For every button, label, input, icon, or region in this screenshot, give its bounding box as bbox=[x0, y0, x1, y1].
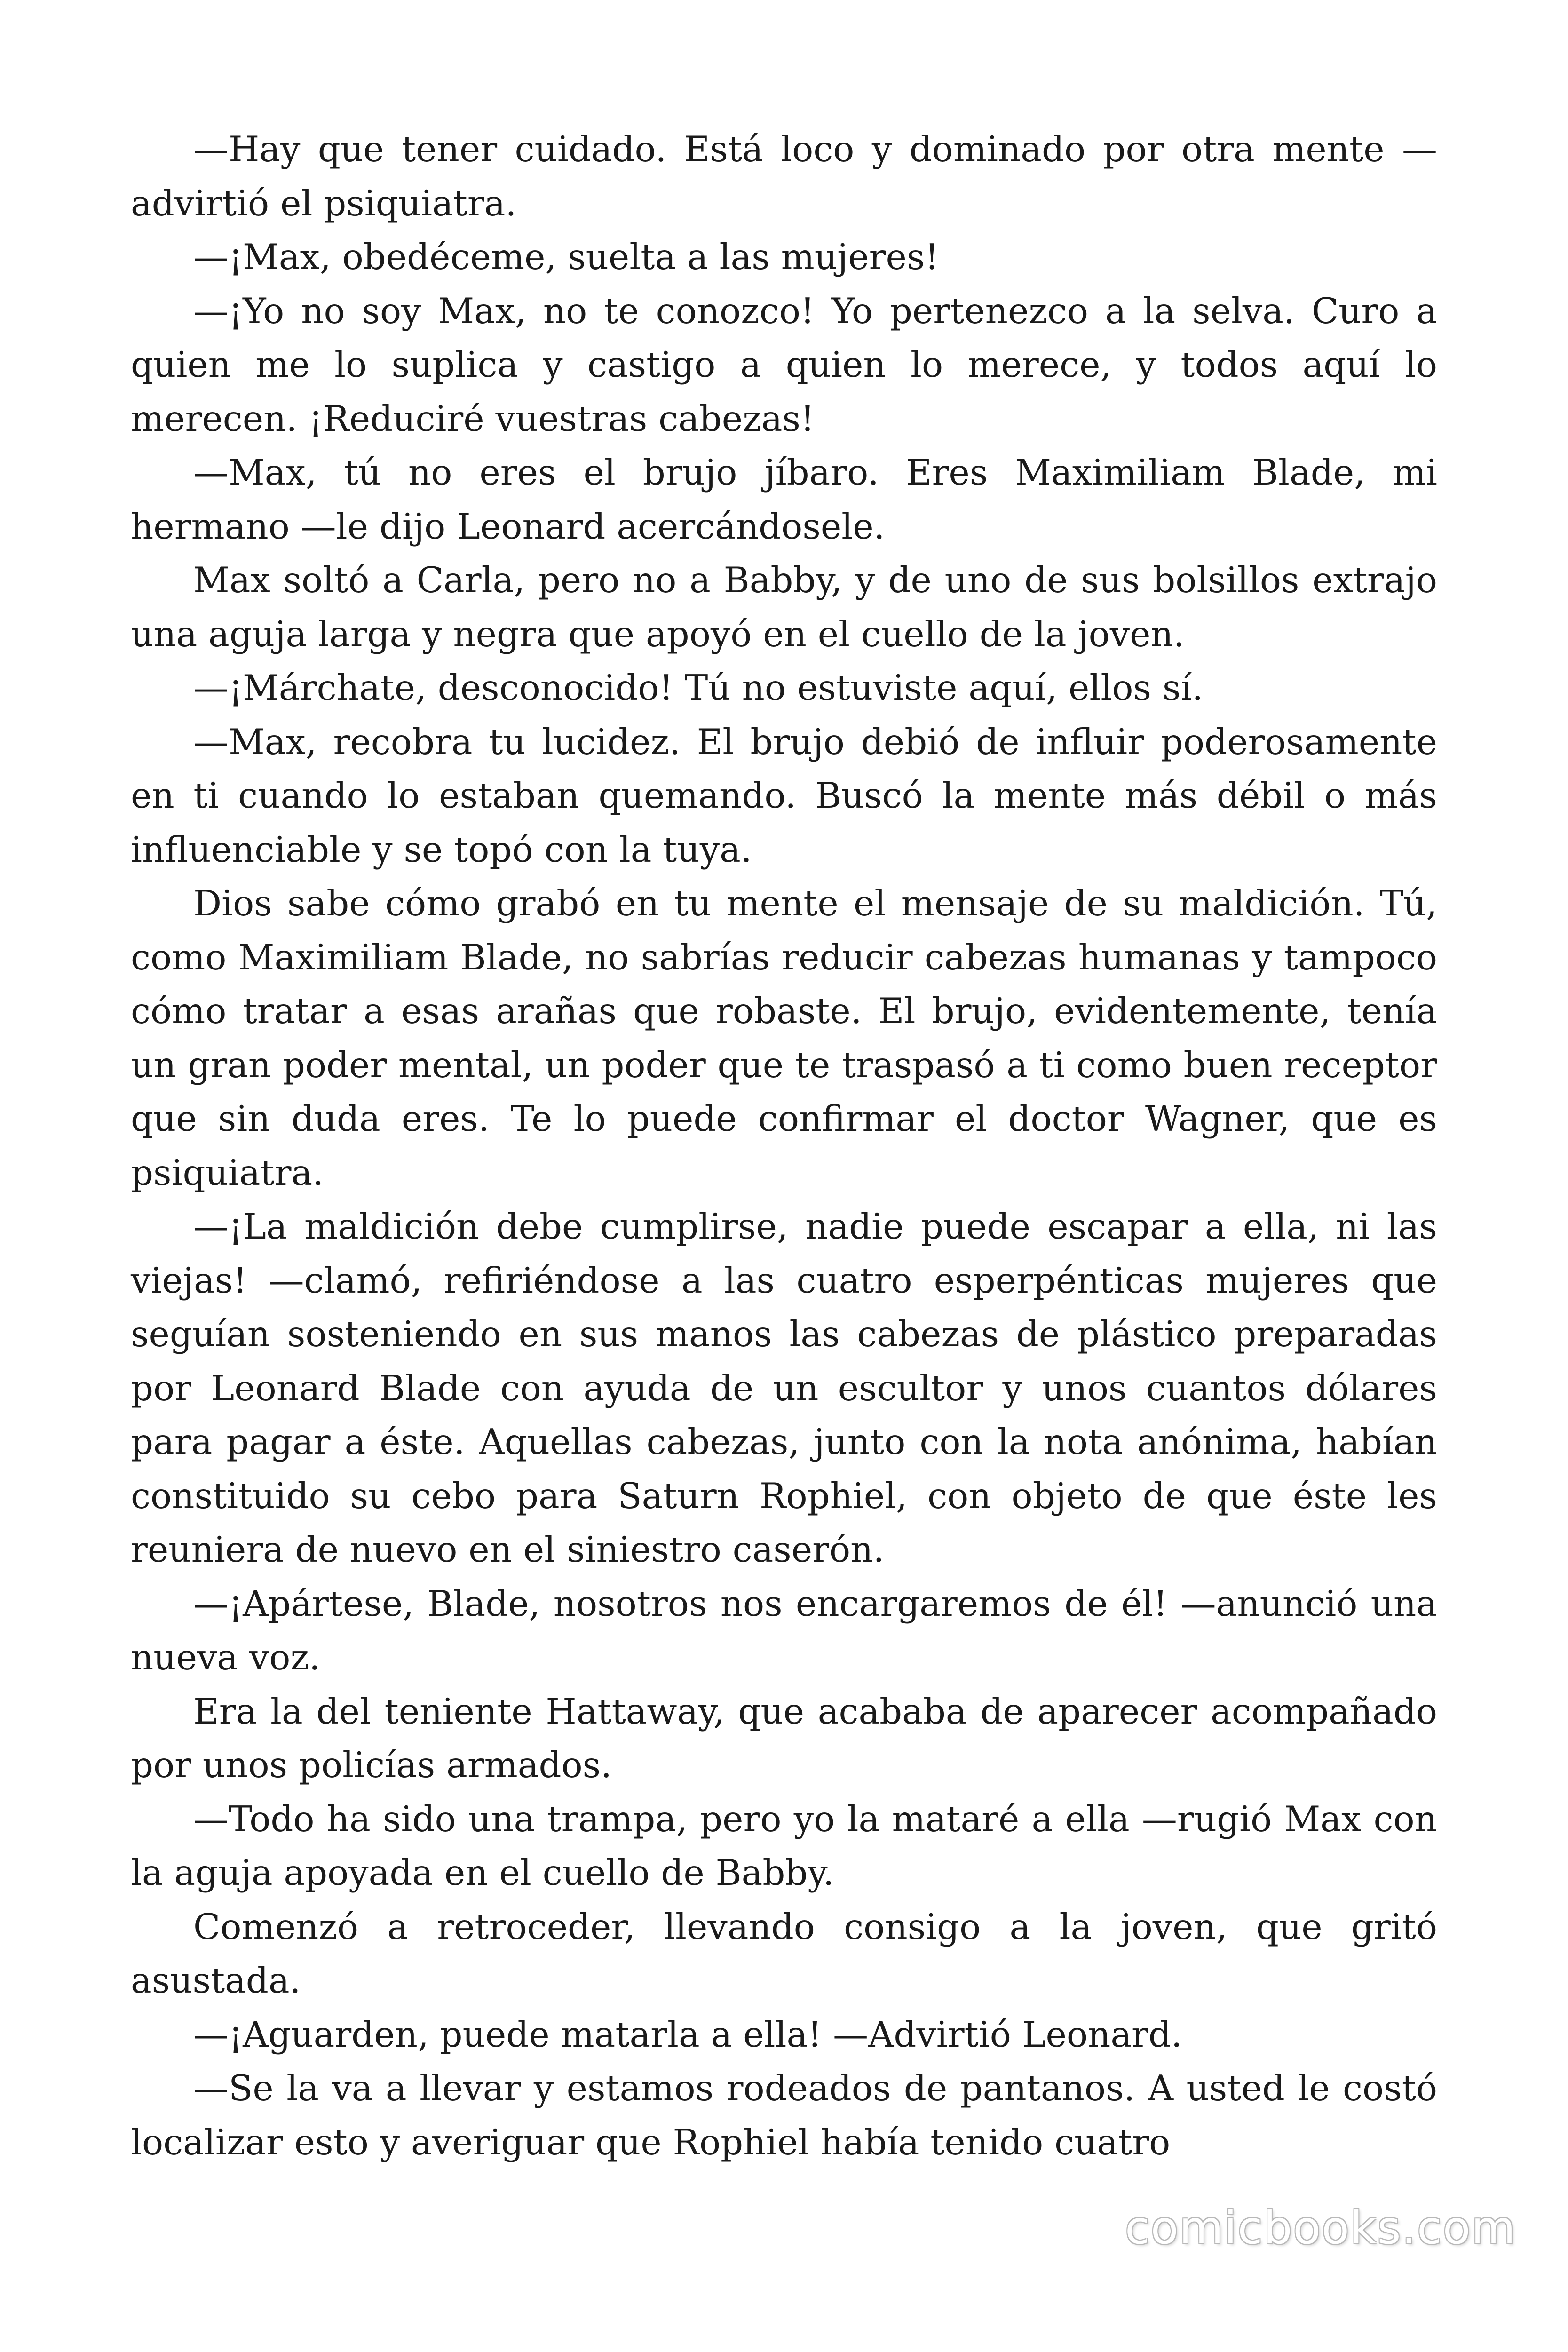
paragraph: Dios sabe cómo grabó en tu mente el mensaje de su maldición. Tú, como Maximiliam Blade, no sabrías reducir cabezas humanas y tampoco cómo tratar a esas arañas que robaste. El brujo, evidentemente, tenía un gran poder mental, un poder que te traspasó a ti como buen receptor que sin duda eres. Te lo puede confirmar el doctor Wagner, que es psiquiatra. bbox=[131, 882, 1437, 1193]
paragraph: —¡La maldición debe cumplirse, nadie puede escapar a ella, ni las viejas! —clamó, refiriéndose a las cuatro esperpénticas mujeres que seguían sosteniendo en sus manos las cabezas de plástico preparadas por Leonard Blade con ayuda de un escultor y unos cuantos dólares para pagar a éste. Aquellas cabezas, junto con la nota anónima, habían constituido su cebo para Saturn Rophiel, con objeto de que éste les reuniera de nuevo en el siniestro caserón. bbox=[131, 1206, 1437, 1570]
paragraph: —¡Apártese, Blade, nosotros nos encargaremos de él! —anunció una nueva voz. bbox=[131, 1582, 1437, 1678]
paragraph: Max soltó a Carla, pero no a Babby, y de uno de sus bolsillos extrajo una aguja larga y negra que apoyó en el cuello de la joven. bbox=[131, 559, 1437, 655]
paragraph: —¡Aguarden, puede matarla a ella! —Advirtió Leonard. bbox=[193, 2013, 1182, 2055]
page-body bbox=[131, 122, 1437, 2169]
paragraph: —Se la va a llevar y estamos rodeados de pantanos. A usted le costó localizar esto y averiguar que Rophiel había tenido cuatro bbox=[131, 2067, 1437, 2163]
paragraph: Comenzó a retroceder, llevando consigo a la joven, que gritó asustada. bbox=[131, 1906, 1437, 2001]
paragraph: —¡Márchate, desconocido! Tú no estuviste aquí, ellos sí. bbox=[193, 667, 1204, 708]
paragraph: —Max, tú no eres el brujo jíbaro. Eres Maximiliam Blade, mi hermano —le dijo Leonard acercándosele. bbox=[131, 452, 1437, 547]
paragraph: Era la del teniente Hattaway, que acababa de aparecer acompañado por unos policías armados. bbox=[131, 1690, 1437, 1786]
paragraph: —Max, recobra tu lucidez. El brujo debió de influir poderosamente en ti cuando lo estaban quemando. Buscó la mente más débil o más influenciable y se topó con la tuya. bbox=[131, 721, 1437, 870]
paragraph: —¡Max, obedéceme, suelta a las mujeres! bbox=[193, 236, 939, 278]
paragraph: —Hay que tener cuidado. Está loco y dominado por otra mente —advirtió el psiquiatra. bbox=[131, 128, 1437, 224]
paragraph: —Todo ha sido una trampa, pero yo la mataré a ella —rugió Max con la aguja apoyada en el cuello de Babby. bbox=[131, 1798, 1437, 1893]
watermark-logo: comicbooks.com bbox=[1125, 2201, 1516, 2254]
paragraph: —¡Yo no soy Max, no te conozco! Yo pertenezco a la selva. Curo a quien me lo suplica y castigo a quien lo merece, y todos aquí lo merecen. ¡Reduciré vuestras cabezas! bbox=[131, 290, 1437, 439]
